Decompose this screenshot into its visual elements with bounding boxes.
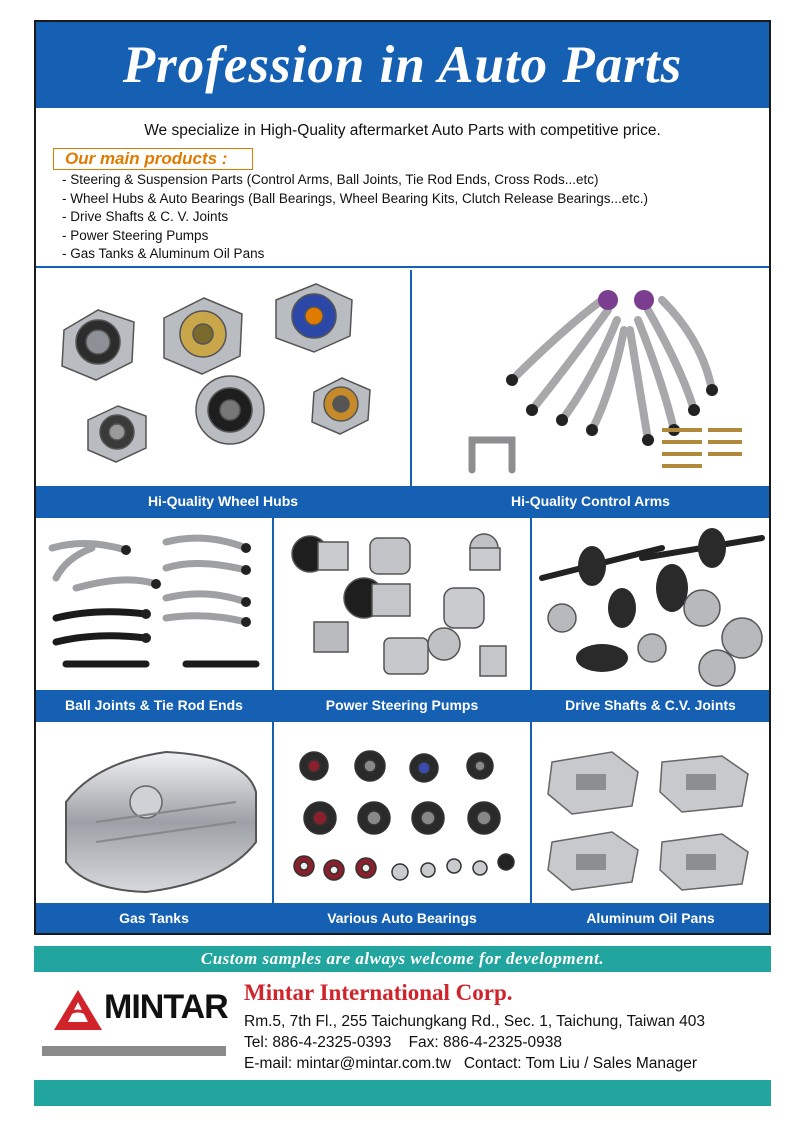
product-item: - Wheel Hubs & Auto Bearings (Ball Bearings, Wheel Bearing Kits, Clutch Release Bearings...etc.) [62,190,648,209]
cell-gas-tanks [36,722,272,933]
bearing-icon [274,722,530,903]
main-products-label: Our main products : [53,148,253,170]
cell-cv-joints [532,518,769,720]
products-list [62,171,648,264]
header-banner [36,22,769,108]
product-item: - Gas Tanks & Aluminum Oil Pans [62,245,648,264]
company-email: E-mail: mintar@mintar.com.tw Contact: Tom Liu / Sales Manager [244,1055,698,1072]
product-item: - Drive Shafts & C. V. Joints [62,208,648,227]
caption-cv-joints: Drive Shafts & C.V. Joints [532,690,769,720]
ball-joint-icon [36,518,272,690]
flyer-frame [34,20,771,935]
caption-steering-pumps: Power Steering Pumps [274,690,530,720]
cell-ball-joints [36,518,272,720]
page-title: Profession in Auto Parts [122,36,683,94]
mintar-logo [48,980,228,1040]
caption-oil-pans: Aluminum Oil Pans [532,903,769,933]
steering-pump-icon [274,518,530,690]
custom-samples-banner: Custom samples are always welcome for development. [34,946,771,972]
caption-ball-joints: Ball Joints & Tie Rod Ends [36,690,272,720]
cv-joint-icon [532,518,769,690]
caption-wheel-hubs: Hi-Quality Wheel Hubs [36,486,410,516]
caption-gas-tanks: Gas Tanks [36,903,272,933]
logo-underline [42,1046,226,1056]
company-address: Rm.5, 7th Fl., 255 Taichungkang Rd., Sec. 1, Taichung, Taiwan 403 [244,1013,705,1030]
cell-wheel-hubs [36,270,410,516]
product-item: - Power Steering Pumps [62,227,648,246]
oil-pan-icon [532,722,769,903]
cell-control-arms [412,270,769,516]
cell-steering-pumps [274,518,530,720]
bottom-bar [34,1080,771,1106]
cell-bearings [274,722,530,933]
company-name: Mintar International Corp. [244,980,513,1005]
product-item: - Steering & Suspension Parts (Control Arms, Ball Joints, Tie Rod Ends, Cross Rods...etc) [62,171,648,190]
control-arm-icon [412,270,769,486]
gas-tank-icon [36,722,272,903]
tagline: We specialize in High-Quality aftermarket Auto Parts with competitive price. [144,122,661,139]
intro-section [36,108,769,268]
caption-control-arms: Hi-Quality Control Arms [412,486,769,516]
cell-oil-pans [532,722,769,933]
company-phone: Tel: 886-4-2325-0393 Fax: 886-4-2325-0938 [244,1034,562,1051]
caption-bearings: Various Auto Bearings [274,903,530,933]
logo-wordmark: MINTAR [104,988,228,1026]
wheel-hub-icon [36,270,410,486]
